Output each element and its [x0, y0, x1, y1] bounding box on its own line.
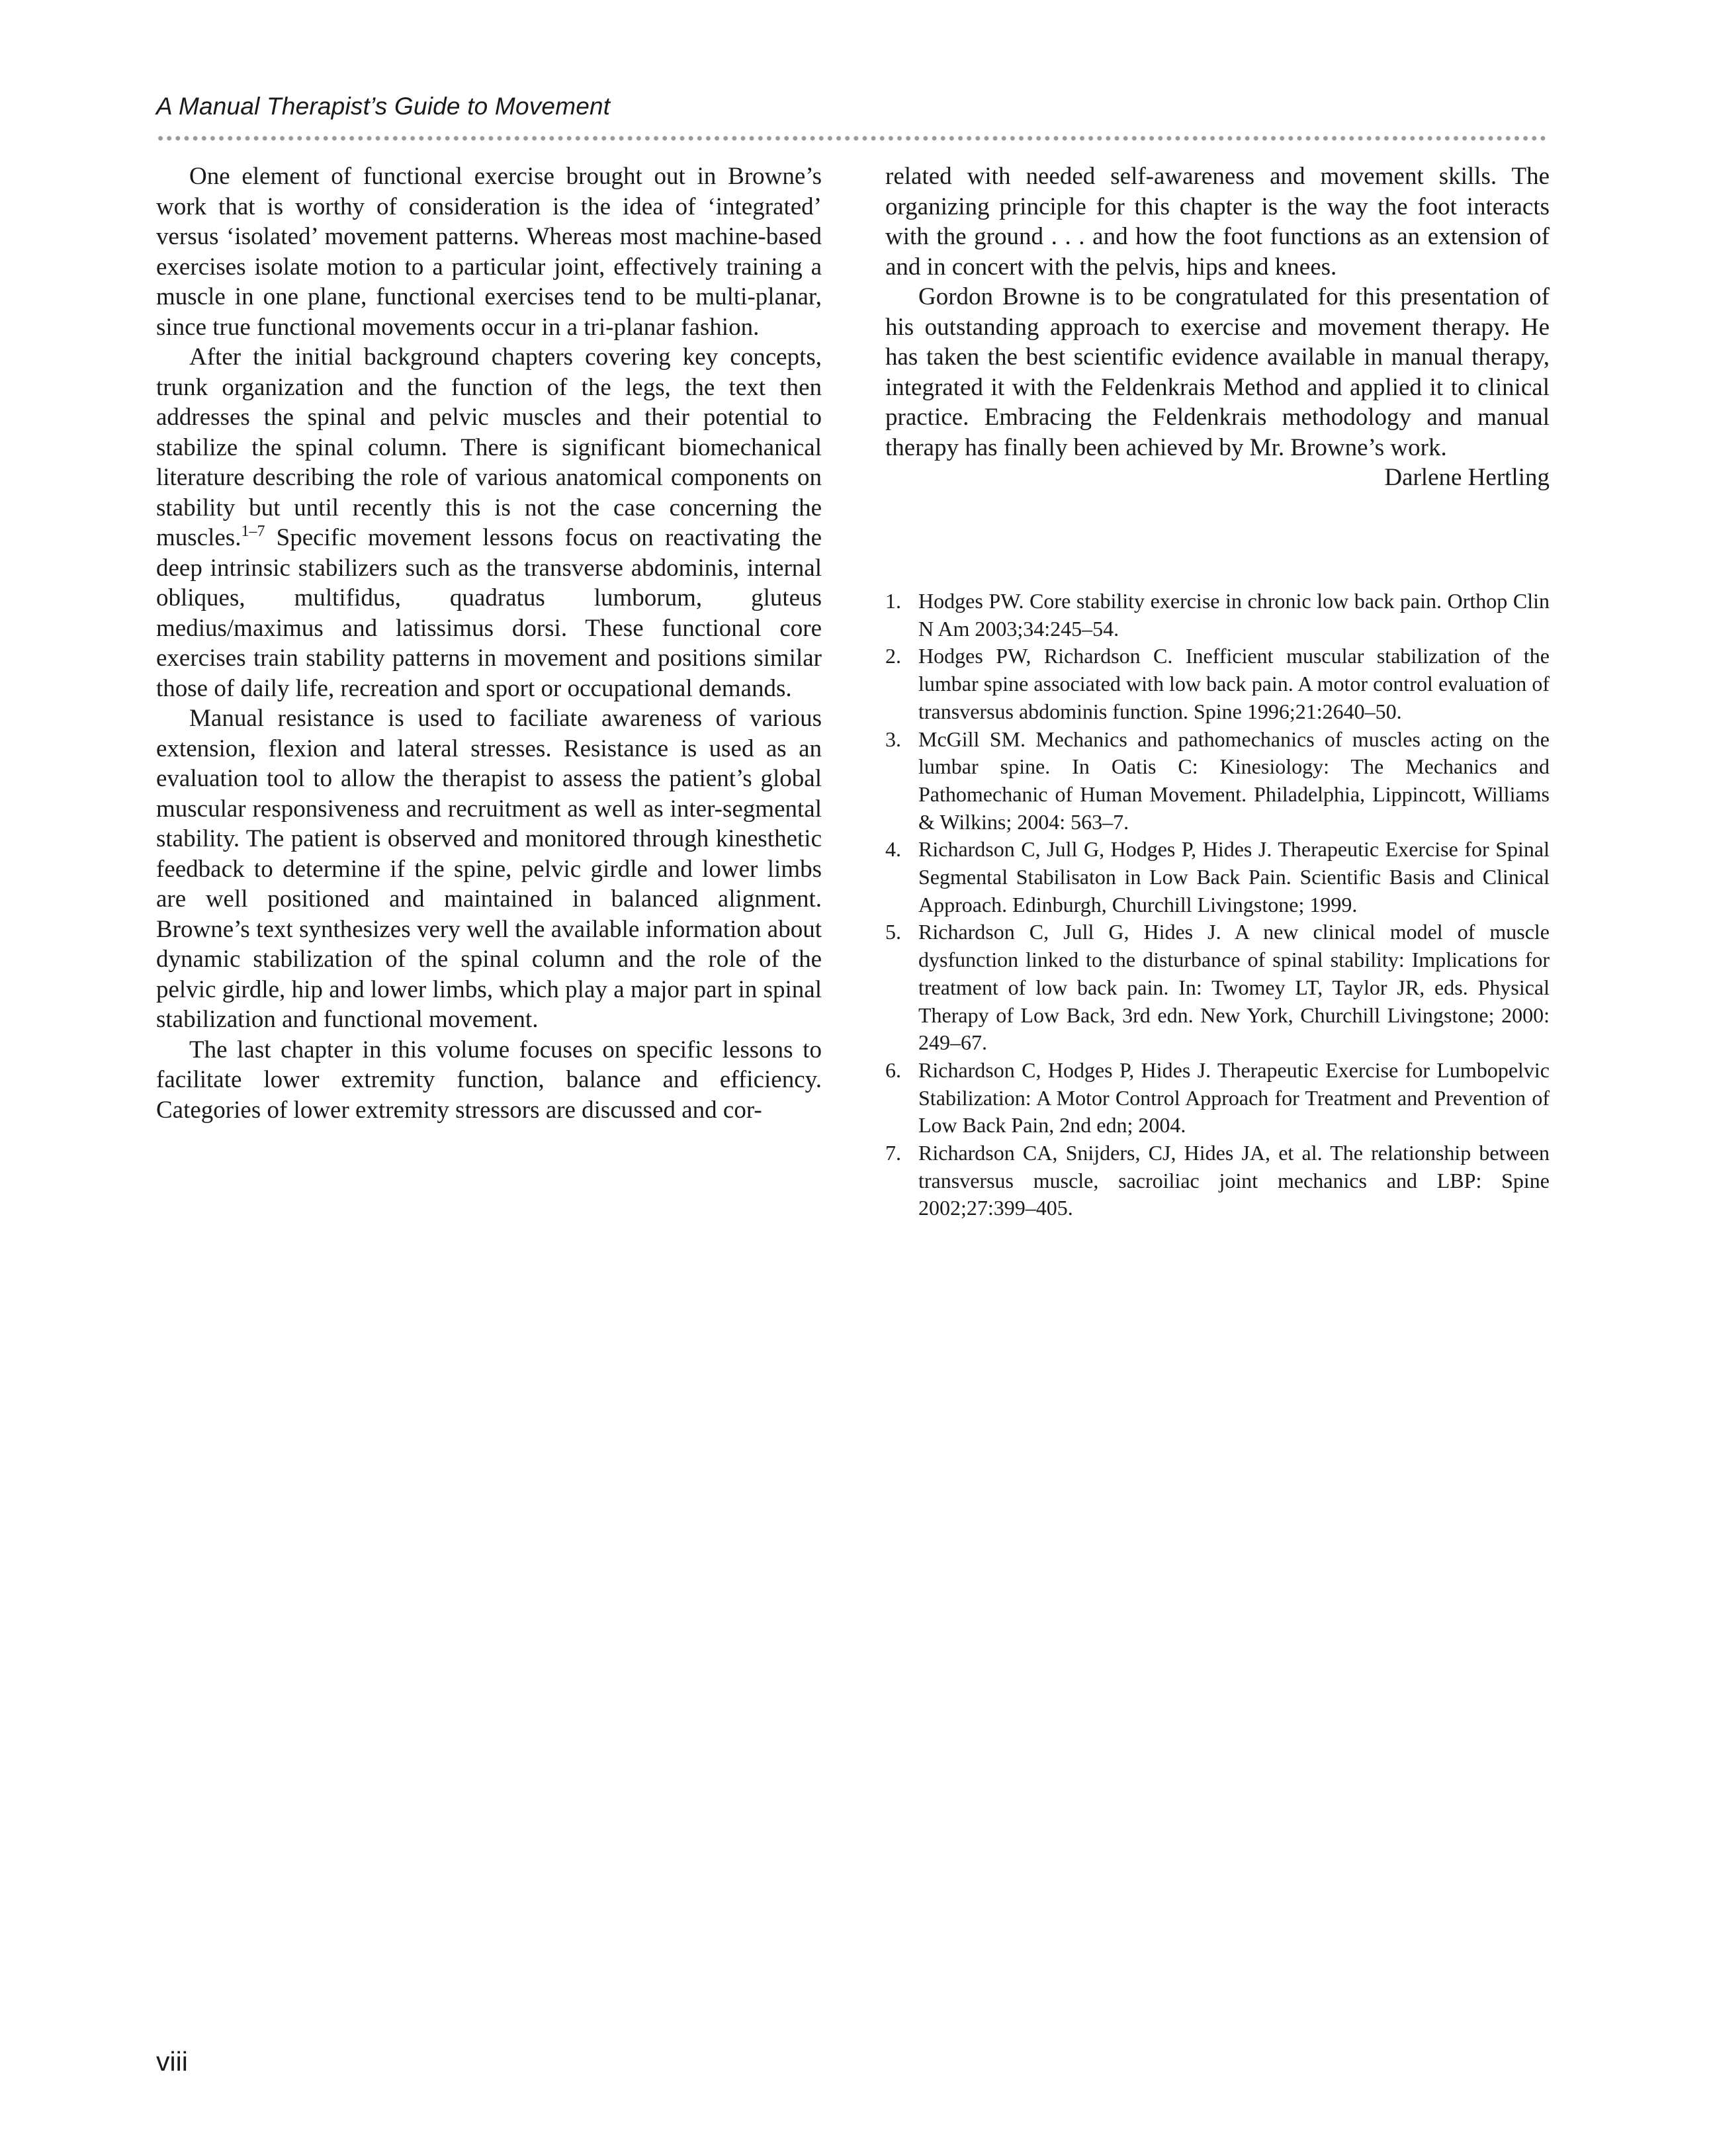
- paragraph: The last chapter in this volume focuses on specific lessons to facilitate lower extremity function, balance and efficiency. Categories of lower extremity stressors are discussed and cor-: [156, 1036, 822, 1124]
- reference-item: [885, 643, 1550, 725]
- reference-text: Richardson CA, Snijders, CJ, Hides JA, et al. The relationship between transversus muscle, sacroiliac joint mechanics and LBP: Spine 2002;27:399–405.: [918, 1141, 1550, 1220]
- running-head: A Manual Therapist’s Guide to Movement: [156, 93, 611, 120]
- paragraph: Manual resistance is used to faciliate awareness of various extension, flexion and lateral stresses. Resistance is used as an evaluation tool to allow the therapist to assess the patient’s global muscular responsiveness and recruitment as well as inter-segmental stability. The patient is observed and monitored through kinesthetic feedback to determine if the spine, pelvic girdle and lower limbs are well positioned and maintained in balanced alignment. Browne’s text synthesizes very well the available information about dynamic stabilization of the spinal column and the role of the pelvic girdle, hip and lower limbs, which play a major part in spinal stabilization and functional movement.: [156, 705, 822, 1033]
- reference-item: [885, 726, 1550, 836]
- reference-list: [885, 588, 1550, 1222]
- reference-number: 6.: [885, 1057, 901, 1082]
- reference-item: [885, 588, 1550, 643]
- right-column: [885, 161, 1550, 493]
- reference-number: 4.: [885, 837, 901, 862]
- reference-item: [885, 919, 1550, 1057]
- paragraph: [156, 342, 822, 703]
- reference-number: 7.: [885, 1141, 901, 1165]
- paragraph: One element of functional exercise brought out in Browne’s work that is worthy of consideration is the idea of ‘integrated’ versus ‘isolated’ movement patterns. Whereas most machine-based exercises isolate motion to a particular joint, effectively training a muscle in one plane, functional exercises tend to be multi-planar, since true functional movements occur in a tri-planar fashion.: [156, 163, 822, 341]
- reference-text: Hodges PW. Core stability exercise in chronic low back pain. Orthop Clin N Am 2003;34:245–54.: [918, 589, 1550, 641]
- reference-number: 2.: [885, 644, 901, 668]
- signature: Darlene Hertling: [1384, 464, 1550, 491]
- reference-number: 1.: [885, 589, 901, 613]
- reference-item: [885, 836, 1550, 919]
- reference-text: Hodges PW, Richardson C. Inefficient muscular stabilization of the lumbar spine associated with low back pain. A motor control evaluation of transversus abdominis function. Spine 1996;21:2640–50.: [918, 644, 1550, 723]
- reference-item: [885, 1057, 1550, 1140]
- reference-text: Richardson C, Hodges P, Hides J. Therapeutic Exercise for Lumbopelvic Stabilization: A Motor Control Approach for Treatment and Prevention of Low Back Pain, 2nd edn; 2004.: [918, 1057, 1550, 1138]
- dotted-rule: [156, 135, 1548, 142]
- reference-text: Richardson C, Jull G, Hides J. A new clinical model of muscle dysfunction linked to the disturbance of spinal stability: Implications for treatment of low back pain. In: Twomey LT, Taylor JR, eds. Physical Therapy of Low Back, 3rd edn. New York, Churchill Livingstone; 2000: 249–67.: [918, 920, 1550, 1055]
- left-column: [156, 161, 822, 1125]
- reference-text: McGill SM. Mechanics and pathomechanics of muscles acting on the lumbar spine. In Oatis C: Kinesiology: The Mechanics and Pathomechanic of Human Movement. Philadelphia, Lippincott, Williams & Wilkins; 2004: 563–7.: [918, 727, 1550, 834]
- paragraph: related with needed self-awareness and movement skills. The organizing principle for this chapter is the way the foot interacts with the ground . . . and how the foot functions as an extension of and in concert with the pelvis, hips and knees.: [885, 163, 1550, 281]
- reference-number: 5.: [885, 920, 901, 944]
- paragraph-text: After the initial background chapters covering key concepts, trunk organization and the function of the legs, the text then addresses the spinal and pelvic muscles and their potential to stabilize the spinal column. There is significant biomechanical literature describing the role of various anatomical components on stability but until recently this is not the case concerning the muscles.: [156, 343, 822, 551]
- citation-superscript: 1–7: [241, 523, 265, 540]
- reference-text: Richardson C, Jull G, Hodges P, Hides J. Therapeutic Exercise for Spinal Segmental Stabilisaton in Low Back Pain. Scientific Basis and Clinical Approach. Edinburgh, Churchill Livingstone; 1999.: [918, 837, 1550, 917]
- paragraph-text: Specific movement lessons focus on reactivating the deep intrinsic stabilizers such as the transverse abdominis, internal obliques, multifidus, quadratus lumborum, gluteus medius/maximus and latissimus dorsi. These functional core exercises train stability patterns in movement and positions similar those of daily life, recreation and sport or occupational demands.: [156, 524, 822, 702]
- paragraph: Gordon Browne is to be congratulated for this presentation of his outstanding approach to exercise and movement therapy. He has taken the best scientific evidence available in manual therapy, integrated it with the Feldenkrais Method and applied it to clinical practice. Embracing the Feldenkrais methodology and manual therapy has finally been achieved by Mr. Browne’s work.: [885, 283, 1550, 461]
- reference-item: [885, 1140, 1550, 1222]
- reference-number: 3.: [885, 727, 901, 751]
- page-number: viii: [156, 2046, 188, 2077]
